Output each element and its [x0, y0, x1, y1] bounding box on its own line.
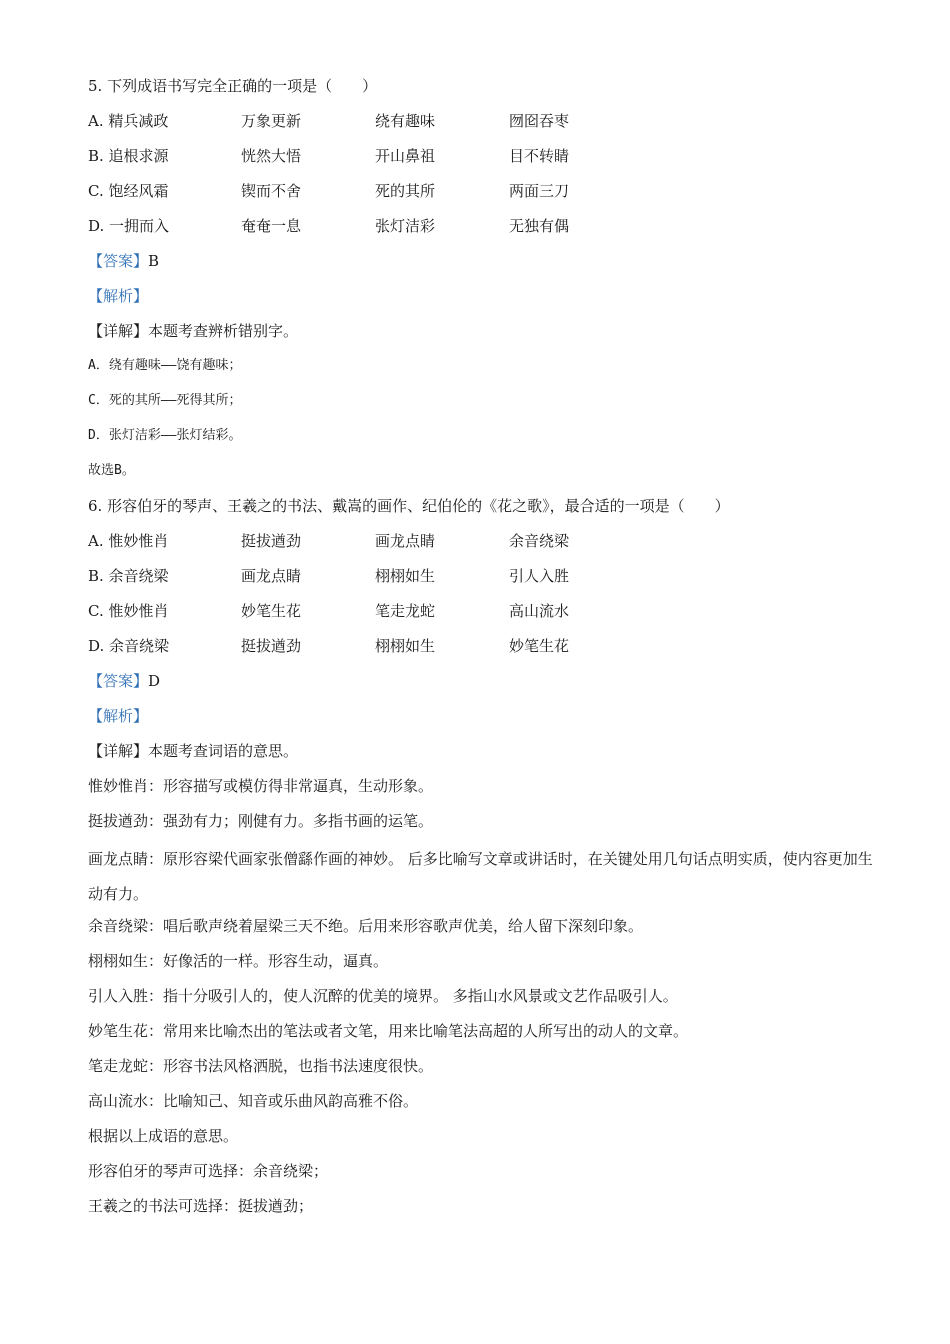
option-cell: 死的其所: [375, 182, 436, 200]
question-5-option-c: [88, 177, 878, 212]
question-6-option-c: [88, 597, 878, 632]
option-cell: C. 惟妙惟肖: [88, 602, 169, 620]
option-cell: 余音绕梁: [509, 532, 570, 550]
question-6-stem: 6. 形容伯牙的琴声、王羲之的书法、戴嵩的画作、纪伯伦的《花之歌》，最合适的一项是（ ）: [88, 497, 730, 515]
explanation-line: 挺拔遒劲：强劲有力；刚健有力。多指书画的运笔。: [88, 812, 434, 830]
answer-value: D: [148, 672, 161, 690]
question-5-stem: 5. 下列成语书写完全正确的一项是（ ）: [88, 77, 378, 95]
option-cell: 挺拔遒劲: [241, 532, 302, 550]
option-cell: 高山流水: [509, 602, 570, 620]
option-cell: 两面三刀: [509, 182, 570, 200]
question-5-note-c: C．死的其所——死得其所；: [88, 393, 242, 408]
answer-value: B: [148, 252, 160, 270]
question-5-analysis-tag: 【解析】: [88, 287, 149, 305]
explanation-line: 画龙点睛：原形容梁代画家张僧繇作画的神妙。 后多比喻写文章或讲话时，在关键处用几句话点明实质，使内容更加生动有力。: [88, 850, 873, 903]
question-6-option-b: [88, 562, 878, 597]
question-5-option-d: [88, 212, 878, 247]
explanation-line: 根据以上成语的意思。: [88, 1127, 239, 1145]
option-cell: 妙笔生花: [241, 602, 302, 620]
question-5-answer: [88, 247, 878, 282]
option-cell: D. 余音绕梁: [88, 637, 170, 655]
question-5-conclusion: 故选B。: [88, 463, 135, 478]
option-cell: 笔走龙蛇: [375, 602, 436, 620]
option-cell: B. 追根求源: [88, 147, 169, 165]
option-cell: 无独有偶: [509, 217, 570, 235]
question-6-answer: [88, 667, 878, 702]
explanation-line: 高山流水：比喻知己、知音或乐曲风韵高雅不俗。: [88, 1092, 419, 1110]
explanation-line: 栩栩如生：好像活的一样。形容生动，逼真。: [88, 952, 389, 970]
option-cell: A. 惟妙惟肖: [88, 532, 169, 550]
explanation-line: 余音绕梁：唱后歌声绕着屋梁三天不绝。后用来形容歌声优美，给人留下深刻印象。: [88, 917, 644, 935]
question-5-detail: 【详解】本题考查辨析错别字。: [88, 322, 299, 340]
question-5-note-a: A．绕有趣味——饶有趣味；: [88, 358, 242, 373]
option-cell: 张灯洁彩: [375, 217, 436, 235]
option-cell: A. 精兵减政: [88, 112, 169, 130]
option-cell: 画龙点睛: [241, 567, 302, 585]
question-5-option-b: [88, 142, 878, 177]
explanation-line: 妙笔生花：常用来比喻杰出的笔法或者文笔，用来比喻笔法高超的人所写出的动人的文章。: [88, 1022, 689, 1040]
option-cell: C. 饱经风霜: [88, 182, 169, 200]
option-cell: 恍然大悟: [241, 147, 302, 165]
option-cell: 挺拔遒劲: [241, 637, 302, 655]
explanation-line: 形容伯牙的琴声可选择：余音绕梁；: [88, 1162, 329, 1180]
question-6-option-d: [88, 632, 878, 667]
option-cell: 奄奄一息: [241, 217, 302, 235]
option-cell: B. 余音绕梁: [88, 567, 169, 585]
answer-tag: 【答案】: [88, 672, 149, 690]
option-cell: D. 一拥而入: [88, 217, 170, 235]
option-cell: 妙笔生花: [509, 637, 570, 655]
answer-tag: 【答案】: [88, 252, 149, 270]
option-cell: 画龙点睛: [375, 532, 436, 550]
option-cell: 栩栩如生: [375, 637, 436, 655]
option-cell: 栩栩如生: [375, 567, 436, 585]
option-cell: 锲而不舍: [241, 182, 302, 200]
question-6-analysis-tag: 【解析】: [88, 707, 149, 725]
question-6-detail: 【详解】本题考查词语的意思。: [88, 742, 299, 760]
option-cell: 囫囵吞枣: [509, 112, 570, 130]
option-cell: 引人入胜: [509, 567, 570, 585]
explanation-line: 惟妙惟肖：形容描写或模仿得非常逼真，生动形象。: [88, 777, 434, 795]
explanation-line: 引人入胜：指十分吸引人的，使人沉醉的优美的境界。 多指山水风景或文艺作品吸引人。: [88, 987, 678, 1005]
option-cell: 万象更新: [241, 112, 302, 130]
question-5-option-a: [88, 107, 878, 142]
option-cell: 绕有趣味: [375, 112, 436, 130]
explanation-line: 王羲之的书法可选择：挺拔遒劲；: [88, 1197, 314, 1215]
document-page: [88, 72, 878, 1227]
explanation-line: 笔走龙蛇：形容书法风格洒脱，也指书法速度很快。: [88, 1057, 434, 1075]
question-6-option-a: [88, 527, 878, 562]
option-cell: 开山鼻祖: [375, 147, 436, 165]
option-cell: 目不转睛: [509, 147, 570, 165]
question-5-note-d: D．张灯洁彩——张灯结彩。: [88, 428, 242, 443]
